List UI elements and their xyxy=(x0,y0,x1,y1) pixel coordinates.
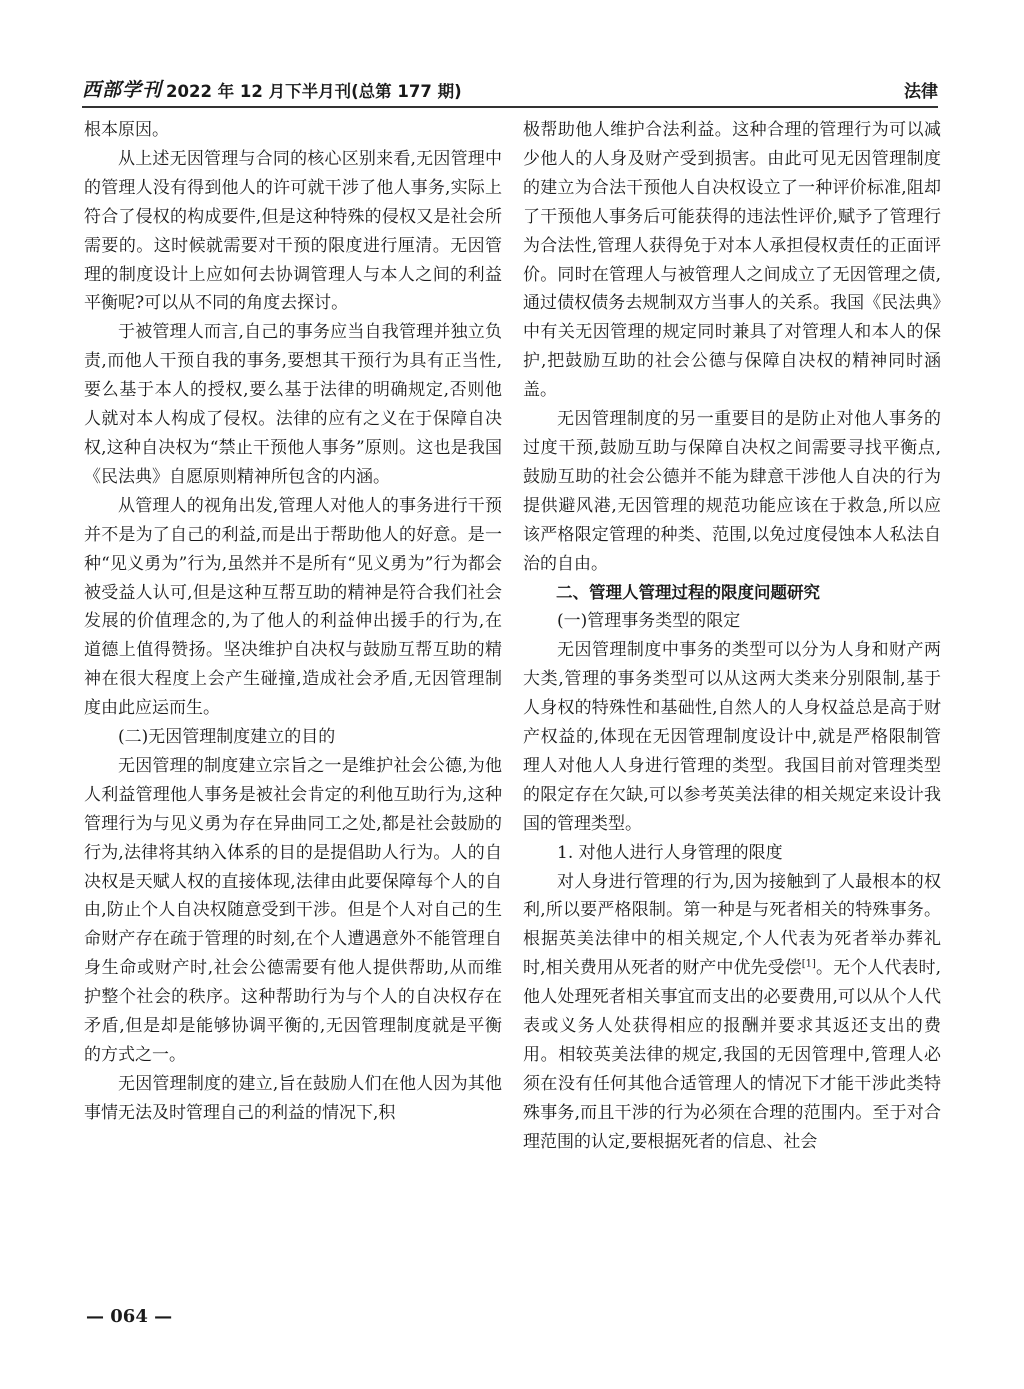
left-column xyxy=(84,116,502,1128)
paragraph-text: 对人身进行管理的行为,因为接触到了人最根本的权利,所以要严格限制。第一种是与死者相关的特殊事务。根据英美法律中的相关规定,个人代表为死者举办葬礼时,相关费用从死者的财产中优先受偿 xyxy=(523,871,941,979)
body-paragraph xyxy=(84,1070,502,1128)
paragraph-text: 1. 对他人进行人身管理的限度 xyxy=(557,842,783,863)
section-name: 法律 xyxy=(904,82,938,102)
paragraph-continued xyxy=(523,116,941,405)
header-rule xyxy=(82,106,938,108)
body-paragraph xyxy=(523,405,941,578)
paragraph-text: 于被管理人而言,自己的事务应当自我管理并独立负责,而他人干预自我的事务,要想其干预行为具有正当性,要么基于本人的授权,要么基于法律的明确规定,否则他人就对本人构成了侵权。法律的应有之义在于保障自决权,这种自决权为“禁止干预他人事务”原则。这也是我国《民法典》自愿原则精神所包含的内涵。 xyxy=(84,322,502,487)
paragraph-text: 无因管理制度中事务的类型可以分为人身和财产两大类,管理的事务类型可以从这两大类来分别限制,基于人身权的特殊性和基础性,自然人的人身权益总是高于财产权益的,体现在无因管理制度设计中,就是严格限制管理人对他人人身进行管理的类型。我国目前对管理类型的限定存在欠缺,可以参考英美法律的相关规定来设计我国的管理类型。 xyxy=(523,640,941,834)
paragraph-text: 从管理人的视角出发,管理人对他人的事务进行干预并不是为了自己的利益,而是出于帮助他人的好意。是一种“见义勇为”行为,虽然并不是所有“见义勇为”行为都会被受益人认可,但是这种互帮互助的精神是符合我们社会发展的价值理念的,为了他人的利益伸出援手的行为,在道德上值得赞扬。坚决维护自决权与鼓励互帮互助的精神在很大程度上会产生碰撞,造成社会矛盾,无因管理制度由此应运而生。 xyxy=(84,495,502,719)
running-header xyxy=(82,72,938,102)
page-number: — 064 — xyxy=(86,1306,173,1327)
paragraph-text: 从上述无因管理与合同的核心区别来看,无因管理中的管理人没有得到他人的许可就干涉了他人事务,实际上符合了侵权的构成要件,但是这种特殊的侵权又是社会所需要的。这时候就需要对干预的限度进行厘清。无因管理的制度设计上应如何去协调管理人与本人之间的利益平衡呢?可以从不同的角度去探讨。 xyxy=(84,148,502,314)
issue-info: 2022 年 12 月下半月刊(总第 177 期) xyxy=(166,82,462,101)
paragraph-text-continued: 。无个人代表时,他人处理死者相关事宜而支出的必要费用,可以从个人代表或义务人处获得相应的报酬并要求其返还支出的费用。相较英美法律的规定,我国的无因管理中,管理人必须在没有任何其他合适管理人的情况下才能干涉此类特殊事务,而且干涉的行为必须在合理的范围内。至于对合理范围的认定,要根据死者的信息、社会 xyxy=(523,958,942,1152)
body-paragraph xyxy=(84,492,502,723)
paragraph-text: 无因管理制度的建立,旨在鼓励人们在他人因为其他事情无法及时管理自己的利益的情况下,积 xyxy=(84,1073,502,1123)
journal-logo: 西部学刊 xyxy=(82,79,163,101)
paragraph-continued xyxy=(84,116,502,145)
section-heading xyxy=(523,579,941,608)
numbered-heading xyxy=(523,839,941,868)
paragraph-text: (二)无因管理制度建立的目的 xyxy=(118,727,336,748)
subsection-heading xyxy=(523,607,941,636)
paragraph-text: 无因管理的制度建立宗旨之一是维护社会公德,为他人利益管理他人事务是被社会肯定的利他互助行为,这种管理行为与见义勇为存在异曲同工之处,都是社会鼓励的行为,法律将其纳入体系的目的是提倡助人行为。人的自决权是天赋人权的直接体现,法律由此要保障每个人的自由,防止个人自决权随意受到干涉。但是个人对自己的生命财产存在疏于管理的时刻,在个人遭遇意外不能管理自身生命或财产时,社会公德需要有他人提供帮助,从而维护整个社会的秩序。这种帮助行为与个人的自决权存在矛盾,但是却是能够协调平衡的,无因管理制度就是平衡的方式之一。 xyxy=(84,755,502,1065)
paragraph-text: 二、管理人管理过程的限度问题研究 xyxy=(556,582,820,602)
body-paragraph xyxy=(523,636,941,838)
body-paragraph xyxy=(84,145,502,318)
paragraph-text: 极帮助他人维护合法利益。这种合理的管理行为可以减少他人的人身及财产受到损害。由此可见无因管理制度的建立为合法干预他人自决权设立了一种评价标准,阻却了干预他人事务后可能获得的违法性评价,赋予了管理行为合法性,管理人获得免于对本人承担侵权责任的正面评价。同时在管理人与被管理人之间成立了无因管理之债,通过债权债务去规制双方当事人的关系。我国《民法典》中有关无因管理的规定同时兼具了对管理人和本人的保护,把鼓励互助的社会公德与保障自决权的精神同时涵盖。 xyxy=(523,120,941,401)
paragraph-text: (一)管理事务类型的限定 xyxy=(557,611,741,632)
paragraph-text: 无因管理制度的另一重要目的是防止对他人事务的过度干预,鼓励互助与保障自决权之间需要寻找平衡点,鼓励互助的社会公德并不能为肆意干涉他人自决的行为提供避风港,无因管理的规范功能应该在于救急,所以应该严格限定管理的种类、范围,以免过度侵蚀本人私法自治的自由。 xyxy=(523,409,941,574)
body-paragraph xyxy=(523,868,941,1157)
body-paragraph xyxy=(84,318,502,491)
header-left xyxy=(82,75,462,102)
body-paragraph xyxy=(84,752,502,1070)
citation-marker: [1] xyxy=(801,958,816,970)
subsection-heading xyxy=(84,723,502,752)
paragraph-text: 根本原因。 xyxy=(84,120,169,140)
right-column xyxy=(523,116,941,1157)
